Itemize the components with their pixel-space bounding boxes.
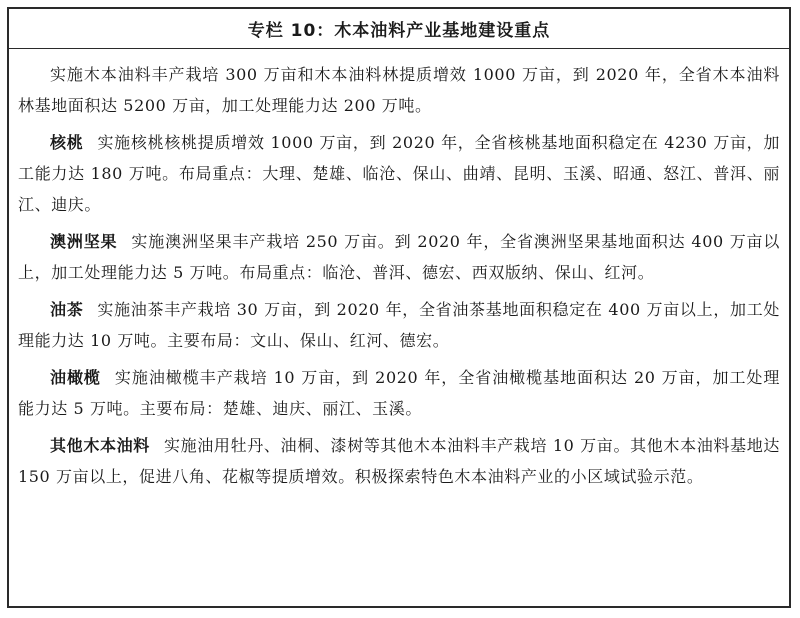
- macadamia-text: 实施澳洲坚果丰产栽培 250 万亩。到 2020 年，全省澳洲坚果基地面积达 400 万亩以上，加工处理能力达 5 万吨。布局重点：临沧、普洱、德宏、西双版纳、保山、红河。: [18, 232, 780, 282]
- oil-tea-text: 实施油茶丰产栽培 30 万亩，到 2020 年，全省油茶基地面积稳定在 400 万亩以上，加工处理能力达 10 万吨。主要布局：文山、保山、红河、德宏。: [18, 300, 781, 350]
- box-content: [9, 49, 789, 492]
- macadamia-heading: 澳洲坚果: [50, 232, 118, 251]
- walnut-heading: 核桃: [50, 133, 84, 152]
- column-box: [7, 7, 791, 608]
- olive-heading: 油橄榄: [50, 368, 101, 387]
- other-oil-paragraph: [18, 430, 780, 492]
- other-oil-heading: 其他木本油料: [50, 436, 150, 455]
- walnut-paragraph: [18, 127, 780, 220]
- macadamia-paragraph: [18, 226, 780, 288]
- intro-text: 实施木本油料丰产栽培 300 万亩和木本油料林提质增效 1000 万亩，到 2020 年，全省木本油料林基地面积达 5200 万亩，加工处理能力达 200 万吨。: [18, 65, 780, 115]
- other-oil-text: 实施油用牡丹、油桐、漆树等其他木本油料丰产栽培 10 万亩。其他木本油料基地达 150 万亩以上，促进八角、花椒等提质增效。积极探索特色木本油料产业的小区域试验示范。: [18, 436, 780, 486]
- oil-tea-paragraph: [18, 294, 780, 356]
- oil-tea-heading: 油茶: [50, 300, 84, 319]
- box-title: 专栏 10：木本油料产业基地建设重点: [9, 9, 789, 49]
- walnut-text: 实施核桃核桃提质增效 1000 万亩，到 2020 年，全省核桃基地面积稳定在 4230 万亩，加工能力达 180 万吨。布局重点：大理、楚雄、临沧、保山、曲靖、昆明、玉溪、昭通、怒江、普洱、丽江、迪庆。: [18, 133, 780, 214]
- olive-text: 实施油橄榄丰产栽培 10 万亩，到 2020 年，全省油橄榄基地面积达 20 万亩，加工处理能力达 5 万吨。主要布局：楚雄、迪庆、丽江、玉溪。: [18, 368, 780, 418]
- intro-paragraph: [18, 59, 780, 121]
- olive-paragraph: [18, 362, 780, 424]
